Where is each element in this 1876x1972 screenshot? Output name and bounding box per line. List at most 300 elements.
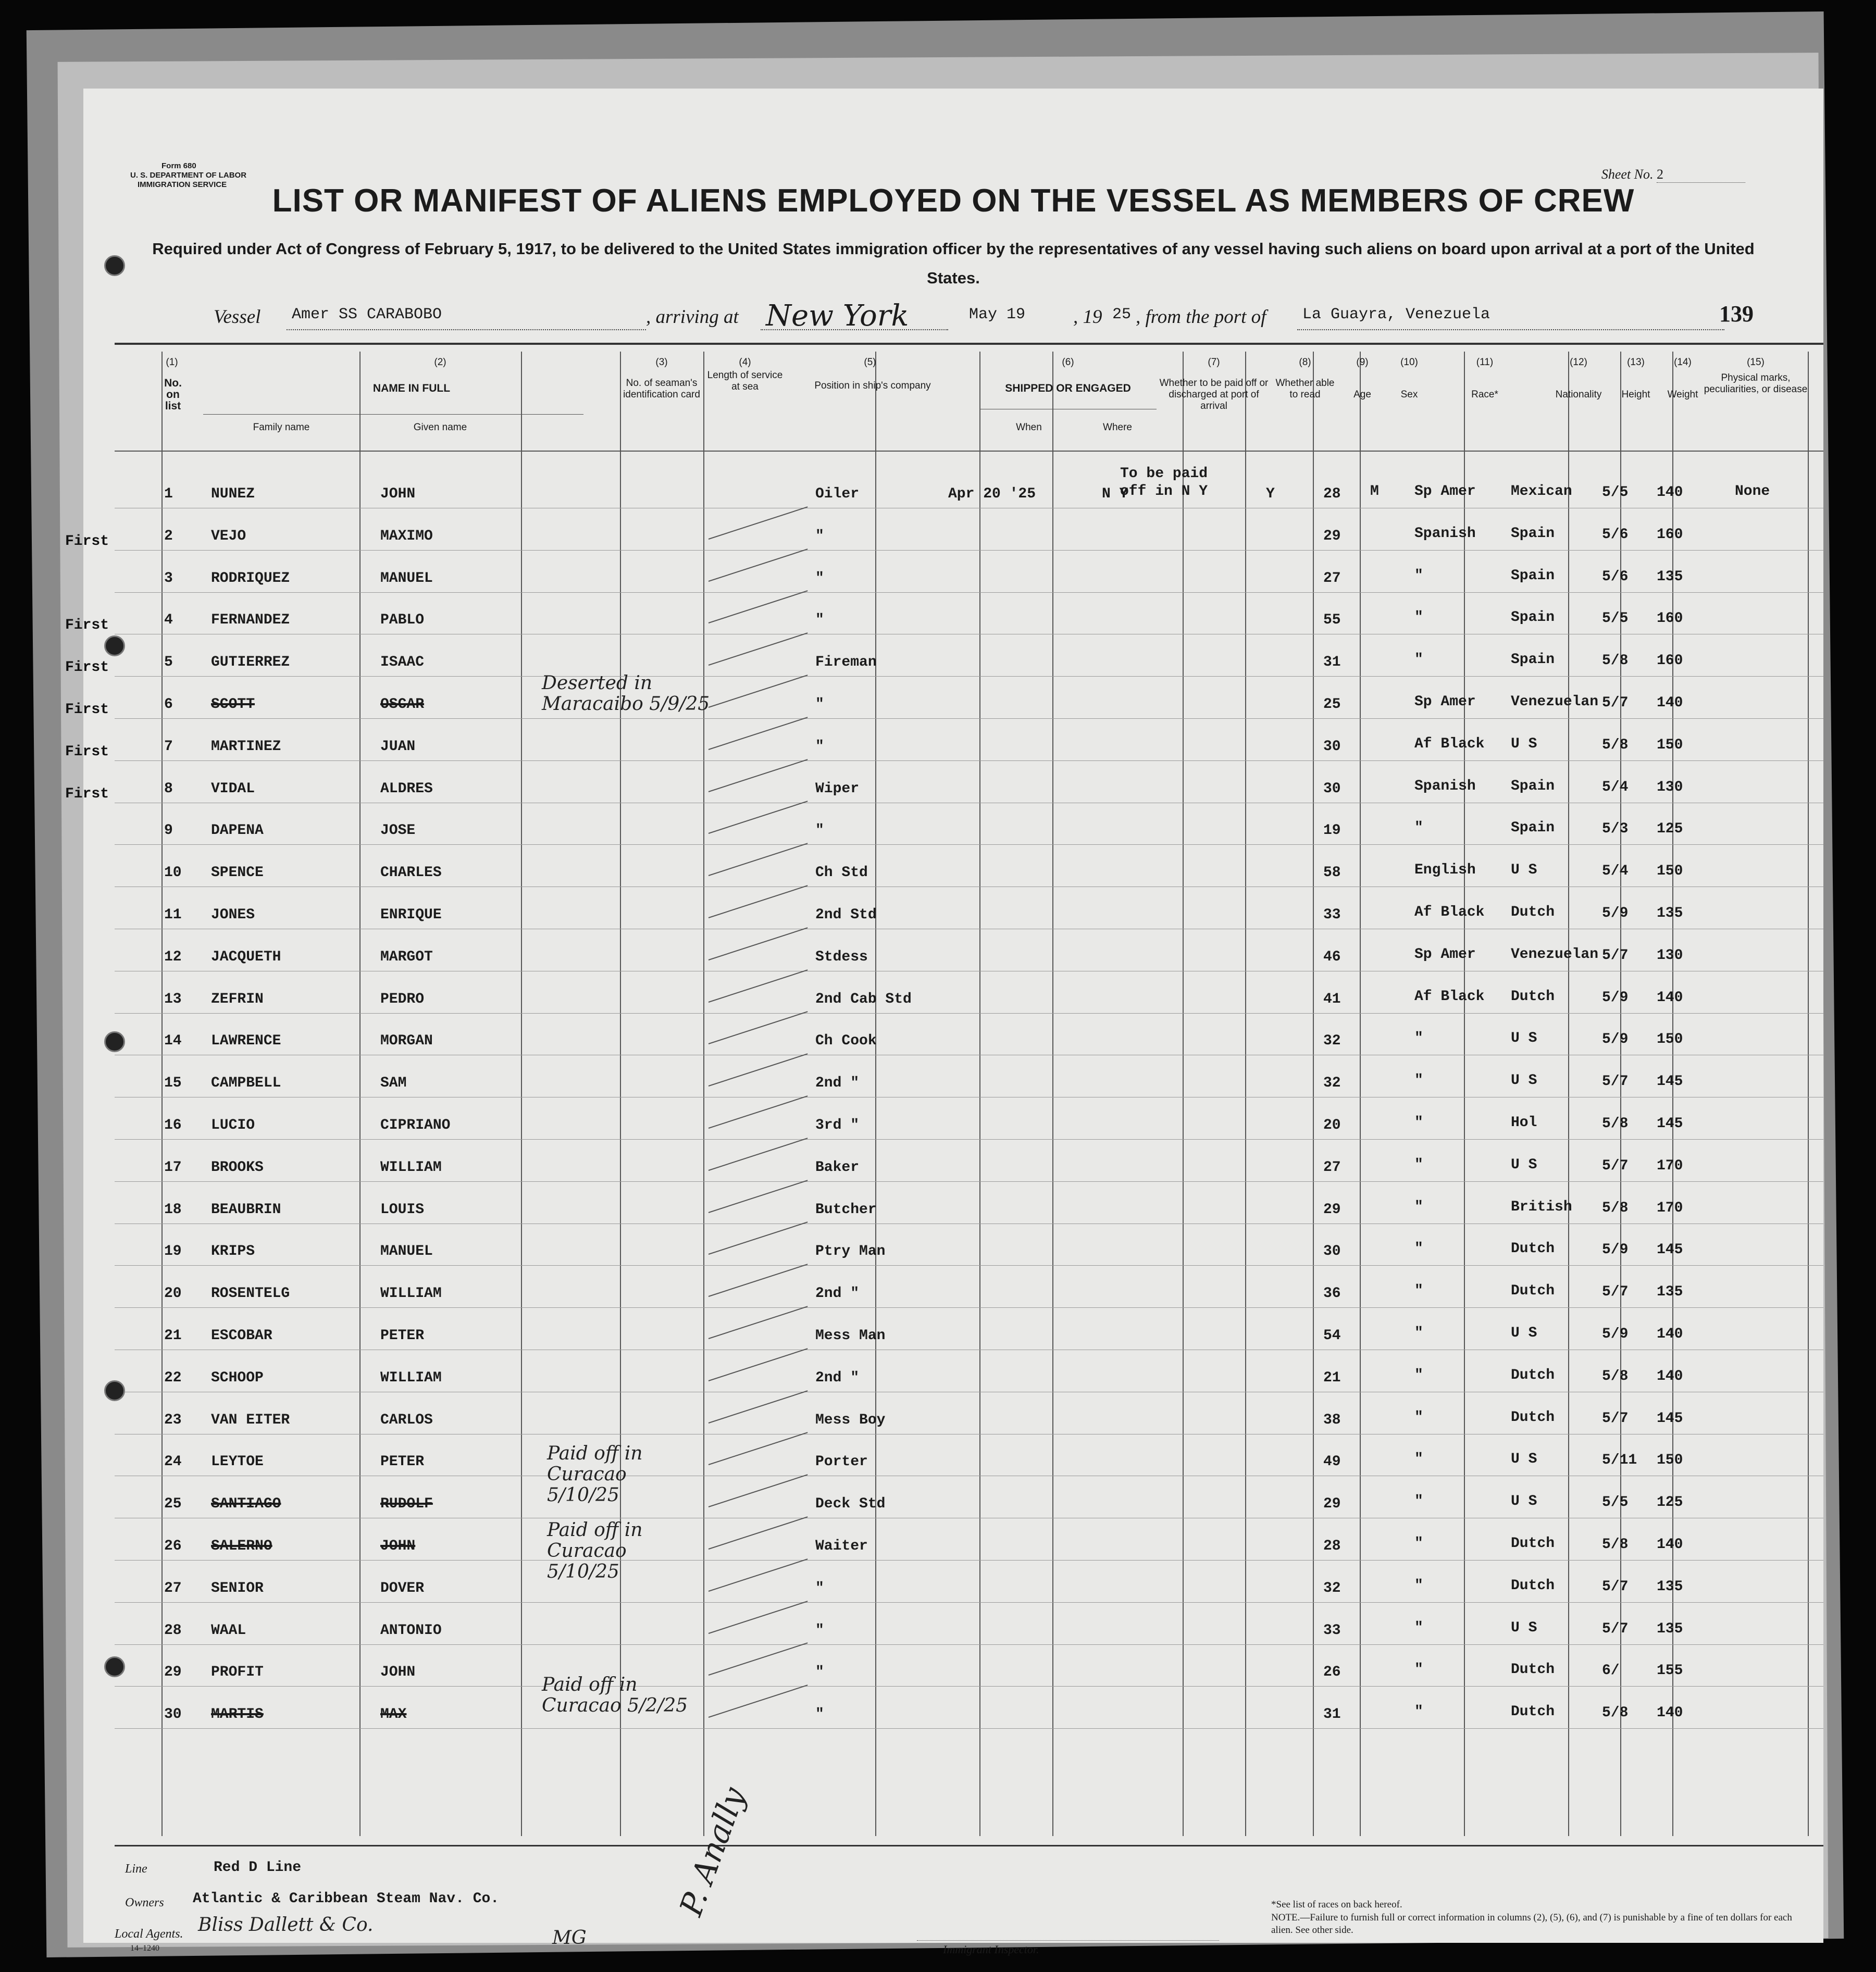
list-number: 8 (164, 780, 173, 797)
paid-off-note: Paid off in Curacao 5/10/25 (547, 1519, 643, 1582)
service-check-mark (709, 1390, 808, 1424)
nationality: Mexican (1511, 483, 1572, 500)
height: 5/7 (1602, 947, 1629, 964)
service-check-mark (709, 843, 808, 876)
list-number: 10 (164, 865, 182, 881)
list-number: 19 (164, 1243, 182, 1260)
list-number: 14 (164, 1033, 182, 1050)
service-check-mark (709, 1684, 808, 1718)
service-check-mark (709, 591, 808, 624)
height: 5/7 (1602, 1410, 1629, 1427)
service-check-mark (709, 717, 808, 750)
col3-num: (3) (655, 357, 668, 368)
list-number: 20 (164, 1285, 182, 1302)
service-check-mark (709, 1558, 808, 1592)
given-name: ALDRES (380, 780, 433, 797)
col12-num: (12) (1570, 357, 1587, 368)
list-number: 2 (164, 528, 173, 544)
height: 5/9 (1602, 1031, 1629, 1048)
given-name: MANUEL (380, 570, 433, 586)
age: 38 (1323, 1412, 1341, 1428)
margin-note: First (65, 702, 109, 718)
col14-label: Weight (1667, 389, 1698, 400)
list-number: 23 (164, 1412, 182, 1428)
owners-value: Atlantic & Caribbean Steam Nav. Co. (193, 1891, 500, 1907)
family-name: JONES (211, 907, 255, 923)
age: 19 (1323, 822, 1341, 839)
service-check-mark (709, 1643, 808, 1676)
col2-label: NAME IN FULL (372, 382, 451, 394)
list-number: 6 (164, 696, 173, 713)
col6-label: SHIPPED OR ENGAGED (1005, 382, 1131, 394)
col9-label: Age (1353, 389, 1371, 400)
col5-num: (5) (864, 357, 876, 368)
race: " (1414, 1577, 1423, 1594)
service-check-mark (709, 969, 808, 1003)
weight: 135 (1657, 1284, 1683, 1301)
weight: 170 (1657, 1157, 1683, 1174)
nationality: Venezuelan (1511, 694, 1599, 710)
sex: M (1370, 483, 1379, 500)
service-check-mark (709, 1432, 808, 1466)
nationality: Hol (1511, 1115, 1537, 1131)
height: 5/5 (1602, 1494, 1629, 1511)
given-name: JOHN (380, 1664, 416, 1681)
race: " (1414, 1619, 1423, 1636)
age: 32 (1323, 1580, 1341, 1596)
race: " (1414, 1493, 1423, 1510)
position: 3rd " (815, 1117, 860, 1133)
position: " (815, 528, 824, 544)
service-check-mark (709, 632, 808, 666)
list-number: 29 (164, 1664, 182, 1681)
nationality: U S (1511, 1156, 1537, 1173)
nationality: Spain (1511, 525, 1555, 542)
weight: 150 (1657, 1452, 1683, 1469)
nationality: U S (1511, 1619, 1537, 1636)
height: 5/4 (1602, 863, 1629, 880)
nationality: U S (1511, 735, 1537, 752)
penalty-note: NOTE.—Failure to furnish full or correct information in columns (2), (5), (6), and (7) is punishable by a fine of ten dollars for each alien. See other side. (1271, 1912, 1792, 1936)
given-name: WILLIAM (380, 1159, 442, 1176)
race: Sp Amer (1414, 694, 1476, 710)
list-number: 21 (164, 1328, 182, 1344)
age: 33 (1323, 1622, 1341, 1639)
service-check-mark (709, 1053, 808, 1087)
agents-value: Bliss Dallett & Co. (198, 1914, 374, 1936)
service-check-mark (709, 1516, 808, 1550)
arriving-label: , arriving at (646, 306, 739, 328)
nationality: Dutch (1511, 904, 1555, 920)
col7-label: Whether to be paid off or discharged at port of arrival (1159, 378, 1269, 411)
race: Af Black (1414, 988, 1485, 1005)
age: 28 (1323, 1538, 1341, 1554)
age: 29 (1323, 1201, 1341, 1218)
family-name: LAWRENCE (211, 1033, 281, 1050)
family-name: VIDAL (211, 780, 255, 797)
race: Spanish (1414, 778, 1476, 794)
service-check-mark (709, 1222, 808, 1255)
family-name: JACQUETH (211, 948, 281, 965)
position: 2nd Cab Std (815, 991, 912, 1007)
vessel-label: Vessel (214, 306, 261, 328)
sheet-number-value: 2 (1657, 167, 1745, 183)
age: 20 (1323, 1117, 1341, 1133)
position: " (815, 738, 824, 755)
vessel-name: Amer SS CARABOBO (292, 306, 442, 323)
family-name: MARTIS (211, 1706, 264, 1723)
given-name: OSCAR (380, 696, 425, 713)
col4-label: Length of service at sea (707, 370, 783, 392)
height: 6/ (1602, 1663, 1620, 1679)
page-title: LIST OR MANIFEST OF ALIENS EMPLOYED ON THE VESSEL AS MEMBERS OF CREW (272, 183, 1635, 219)
family-name: CAMPBELL (211, 1075, 281, 1092)
col8-label: Whether able to read (1275, 378, 1335, 400)
service-check-mark (709, 1095, 808, 1129)
family-name: NUNEZ (211, 486, 255, 502)
race: " (1414, 1199, 1423, 1215)
race: " (1414, 1241, 1423, 1257)
race: Sp Amer (1414, 483, 1476, 500)
department: U. S. DEPARTMENT OF LABOR (130, 171, 247, 180)
col7-num: (7) (1208, 357, 1220, 368)
arriving-port: New York (766, 299, 909, 333)
nationality: U S (1511, 1451, 1537, 1468)
family-name: VAN EITER (211, 1412, 290, 1428)
margin-note: First (65, 743, 109, 760)
family-name: VEJO (211, 528, 246, 544)
margin-note: First (65, 659, 109, 676)
service-check-mark (709, 885, 808, 918)
col15-num: (15) (1747, 357, 1765, 368)
able-to-read: Y (1266, 486, 1275, 502)
age: 31 (1323, 654, 1341, 671)
nationality: Dutch (1511, 1283, 1555, 1300)
family-name: KRIPS (211, 1243, 255, 1260)
family-name: LUCIO (211, 1117, 255, 1133)
col4-num: (4) (739, 357, 751, 368)
weight: 145 (1657, 1074, 1683, 1090)
col11-num: (11) (1476, 357, 1494, 368)
weight: 135 (1657, 1620, 1683, 1637)
voyage-line (83, 299, 1803, 334)
list-number: 11 (164, 907, 182, 923)
height: 5/8 (1602, 1116, 1629, 1132)
race: " (1414, 1704, 1423, 1720)
nationality: Venezuelan (1511, 946, 1599, 963)
service-check-mark (709, 927, 808, 960)
age: 25 (1323, 696, 1341, 713)
age: 32 (1323, 1033, 1341, 1050)
race: English (1414, 862, 1476, 879)
list-number: 15 (164, 1075, 182, 1092)
initials: MG (552, 1927, 587, 1949)
height: 5/9 (1602, 989, 1629, 1006)
binder-hole (104, 635, 125, 656)
nationality: Dutch (1511, 1662, 1555, 1678)
given-name: SAM (380, 1075, 407, 1092)
height: 5/7 (1602, 695, 1629, 711)
weight: 170 (1657, 1200, 1683, 1216)
shipped-where: N Y (1102, 486, 1128, 502)
position: Ch Std (815, 865, 868, 881)
nationality: Dutch (1511, 1241, 1555, 1257)
weight: 160 (1657, 526, 1683, 543)
nationality: U S (1511, 1072, 1537, 1089)
race: " (1414, 567, 1423, 584)
service-check-mark (709, 1180, 808, 1213)
age: 28 (1323, 486, 1341, 502)
service-check-mark (709, 1012, 808, 1045)
position: Baker (815, 1159, 860, 1176)
family-name: DAPENA (211, 822, 264, 839)
family-name: SENIOR (211, 1580, 264, 1596)
service-check-mark (709, 548, 808, 582)
nationality: U S (1511, 1325, 1537, 1341)
weight: 140 (1657, 1705, 1683, 1721)
age: 46 (1323, 948, 1341, 965)
family-name: SPENCE (211, 865, 264, 881)
weight: 140 (1657, 1326, 1683, 1342)
given-name: PEDRO (380, 991, 425, 1007)
given-name: ANTONIO (380, 1622, 442, 1639)
position: Fireman (815, 654, 877, 671)
race: Af Black (1414, 735, 1485, 752)
age: 30 (1323, 738, 1341, 755)
col5-label: Position in ship's company (814, 380, 931, 391)
nationality: Spain (1511, 778, 1555, 794)
age: 58 (1323, 865, 1341, 881)
family-name: GUTIERREZ (211, 654, 290, 671)
col10-num: (10) (1400, 357, 1418, 368)
weight: 140 (1657, 695, 1683, 711)
weight: 145 (1657, 1116, 1683, 1132)
col15-label: Physical marks, peculiarities, or disease (1704, 372, 1808, 395)
height: 5/6 (1602, 568, 1629, 585)
given-name: CHARLES (380, 865, 442, 881)
header-rule (115, 343, 1823, 345)
height: 5/6 (1602, 526, 1629, 543)
race: " (1414, 652, 1423, 668)
physical-marks: None (1735, 483, 1770, 500)
given-name: LOUIS (380, 1201, 425, 1218)
given-name: MAX (380, 1706, 407, 1723)
shipped-when: Apr 20 '25 (948, 486, 1036, 502)
position: 2nd " (815, 1285, 860, 1302)
age: 21 (1323, 1369, 1341, 1386)
family-name: FERNANDEZ (211, 612, 290, 629)
list-number: 18 (164, 1201, 182, 1218)
nationality: U S (1511, 862, 1537, 879)
col14-num: (14) (1674, 357, 1692, 368)
height: 5/7 (1602, 1620, 1629, 1637)
height: 5/7 (1602, 1157, 1629, 1174)
list-number: 24 (164, 1454, 182, 1470)
col13-num: (13) (1627, 357, 1645, 368)
race: Spanish (1414, 525, 1476, 542)
inspector-signature: P. Anally (673, 1782, 753, 1921)
paid-off-note: Paid off in Curacao 5/10/25 (547, 1443, 643, 1506)
race: " (1414, 820, 1423, 837)
nationality: Dutch (1511, 1367, 1555, 1383)
race: " (1414, 1030, 1423, 1047)
line-label: Line (125, 1862, 147, 1876)
inspector-label: Immigrant Inspector. (943, 1943, 1039, 1956)
age: 54 (1323, 1328, 1341, 1344)
race: " (1414, 1409, 1423, 1426)
position: " (815, 570, 824, 586)
weight: 130 (1657, 779, 1683, 795)
given-name: MANUEL (380, 1243, 433, 1260)
form-number: Form 680 (161, 161, 196, 170)
owners-label: Owners (125, 1896, 164, 1909)
paid-off: To be paid off in N Y (1120, 466, 1208, 500)
col10-label: Sex (1400, 389, 1418, 400)
position: " (815, 696, 824, 713)
race: " (1414, 1115, 1423, 1131)
weight: 155 (1657, 1663, 1683, 1679)
height: 5/9 (1602, 905, 1629, 921)
weight: 160 (1657, 653, 1683, 669)
arrival-date: May 19 (969, 306, 1026, 323)
weight: 160 (1657, 610, 1683, 627)
family-name: SANTIAGO (211, 1496, 281, 1513)
col11-label: Race* (1471, 389, 1498, 400)
col13-label: Height (1621, 389, 1650, 400)
position: 2nd " (815, 1075, 860, 1092)
arrival-year-prefix: , 19 (1073, 306, 1102, 328)
col6a-label: When (1016, 422, 1042, 433)
list-number: 1 (164, 486, 173, 502)
family-name: WAAL (211, 1622, 246, 1639)
position: Porter (815, 1454, 868, 1470)
manifest-sheet (65, 89, 1823, 1956)
sheet-number (1601, 167, 1745, 183)
height: 5/9 (1602, 1326, 1629, 1342)
crew-table (65, 352, 1823, 1836)
col12-label: Nationality (1555, 389, 1602, 400)
service-check-mark (709, 506, 808, 540)
given-name: ENRIQUE (380, 907, 442, 923)
position: Deck Std (815, 1496, 886, 1513)
family-name: MARTINEZ (211, 738, 281, 755)
family-name: ESCOBAR (211, 1328, 272, 1344)
family-name: BROOKS (211, 1159, 264, 1176)
nationality: U S (1511, 1493, 1537, 1510)
height: 5/11 (1602, 1452, 1637, 1469)
page-number: 139 (1719, 301, 1754, 327)
col6b-label: Where (1103, 422, 1132, 433)
arrival-year: 25 (1112, 306, 1132, 323)
list-number: 16 (164, 1117, 182, 1133)
col1-label: No. on list (164, 377, 182, 412)
age: 29 (1323, 1496, 1341, 1513)
age: 27 (1323, 1159, 1341, 1176)
given-name: WILLIAM (380, 1285, 442, 1302)
family-name: ZEFRIN (211, 991, 264, 1007)
weight: 135 (1657, 905, 1683, 921)
service-check-mark (709, 1264, 808, 1297)
weight: 145 (1657, 1242, 1683, 1258)
given-name: CIPRIANO (380, 1117, 451, 1133)
service-check-mark (709, 1474, 808, 1507)
nationality: Spain (1511, 609, 1555, 626)
weight: 140 (1657, 989, 1683, 1006)
nationality: U S (1511, 1030, 1537, 1047)
weight: 145 (1657, 1410, 1683, 1427)
position: Mess Boy (815, 1412, 886, 1428)
col8-num: (8) (1299, 357, 1311, 368)
age: 55 (1323, 612, 1341, 629)
weight: 125 (1657, 821, 1683, 838)
given-name: DOVER (380, 1580, 425, 1596)
desertion-note: Deserted in Maracaibo 5/9/25 (542, 672, 710, 715)
age: 33 (1323, 907, 1341, 923)
family-name: BEAUBRIN (211, 1201, 281, 1218)
paid-off-note: Paid off in Curacao 5/2/25 (542, 1674, 688, 1717)
race: " (1414, 1283, 1423, 1300)
service-check-mark (709, 675, 808, 708)
form-code: 14–1240 (130, 1944, 159, 1953)
height: 5/4 (1602, 779, 1629, 795)
age: 26 (1323, 1664, 1341, 1681)
race: " (1414, 1536, 1423, 1552)
service-check-mark (709, 1601, 808, 1634)
nationality: Dutch (1511, 1704, 1555, 1720)
service-check-mark (709, 759, 808, 792)
race: " (1414, 609, 1423, 626)
list-number: 30 (164, 1706, 182, 1723)
race: " (1414, 1156, 1423, 1173)
list-number: 13 (164, 991, 182, 1007)
height: 5/7 (1602, 1284, 1629, 1301)
service-check-mark (709, 801, 808, 834)
position: Butcher (815, 1201, 877, 1218)
position: " (815, 1580, 824, 1596)
height: 5/3 (1602, 821, 1629, 838)
margin-note: First (65, 617, 109, 634)
height: 5/8 (1602, 1200, 1629, 1216)
family-name: ROSENTELG (211, 1285, 290, 1302)
binder-hole (104, 1031, 125, 1052)
list-number: 26 (164, 1538, 182, 1554)
col6-num: (6) (1062, 357, 1074, 368)
age: 36 (1323, 1285, 1341, 1302)
from-label: , from the port of (1136, 306, 1266, 328)
agents-label: Local Agents. (115, 1927, 183, 1941)
binder-hole (104, 255, 125, 276)
family-name: SALERNO (211, 1538, 272, 1554)
race: " (1414, 1325, 1423, 1341)
position: Stdess (815, 948, 868, 965)
position: " (815, 1664, 824, 1681)
position: " (815, 1706, 824, 1723)
list-number: 12 (164, 948, 182, 965)
given-name: PETER (380, 1328, 425, 1344)
position: 2nd " (815, 1369, 860, 1386)
page-subtitle: Required under Act of Congress of February 5, 1917, to be delivered to the United States immigration officer by the representatives of any vessel having such aliens on board upon arrival at a port of the United States. (152, 240, 1755, 287)
given-name: MAXIMO (380, 528, 433, 544)
col1-num: (1) (166, 357, 178, 368)
col3-label: No. of seaman's identification card (623, 378, 700, 400)
age: 32 (1323, 1075, 1341, 1092)
from-port: La Guayra, Venezuela (1302, 306, 1490, 323)
list-number: 4 (164, 612, 173, 629)
races-note: *See list of races on back hereof. (1271, 1899, 1402, 1910)
height: 5/8 (1602, 1537, 1629, 1553)
service: IMMIGRATION SERVICE (138, 180, 227, 189)
weight: 140 (1657, 1368, 1683, 1384)
